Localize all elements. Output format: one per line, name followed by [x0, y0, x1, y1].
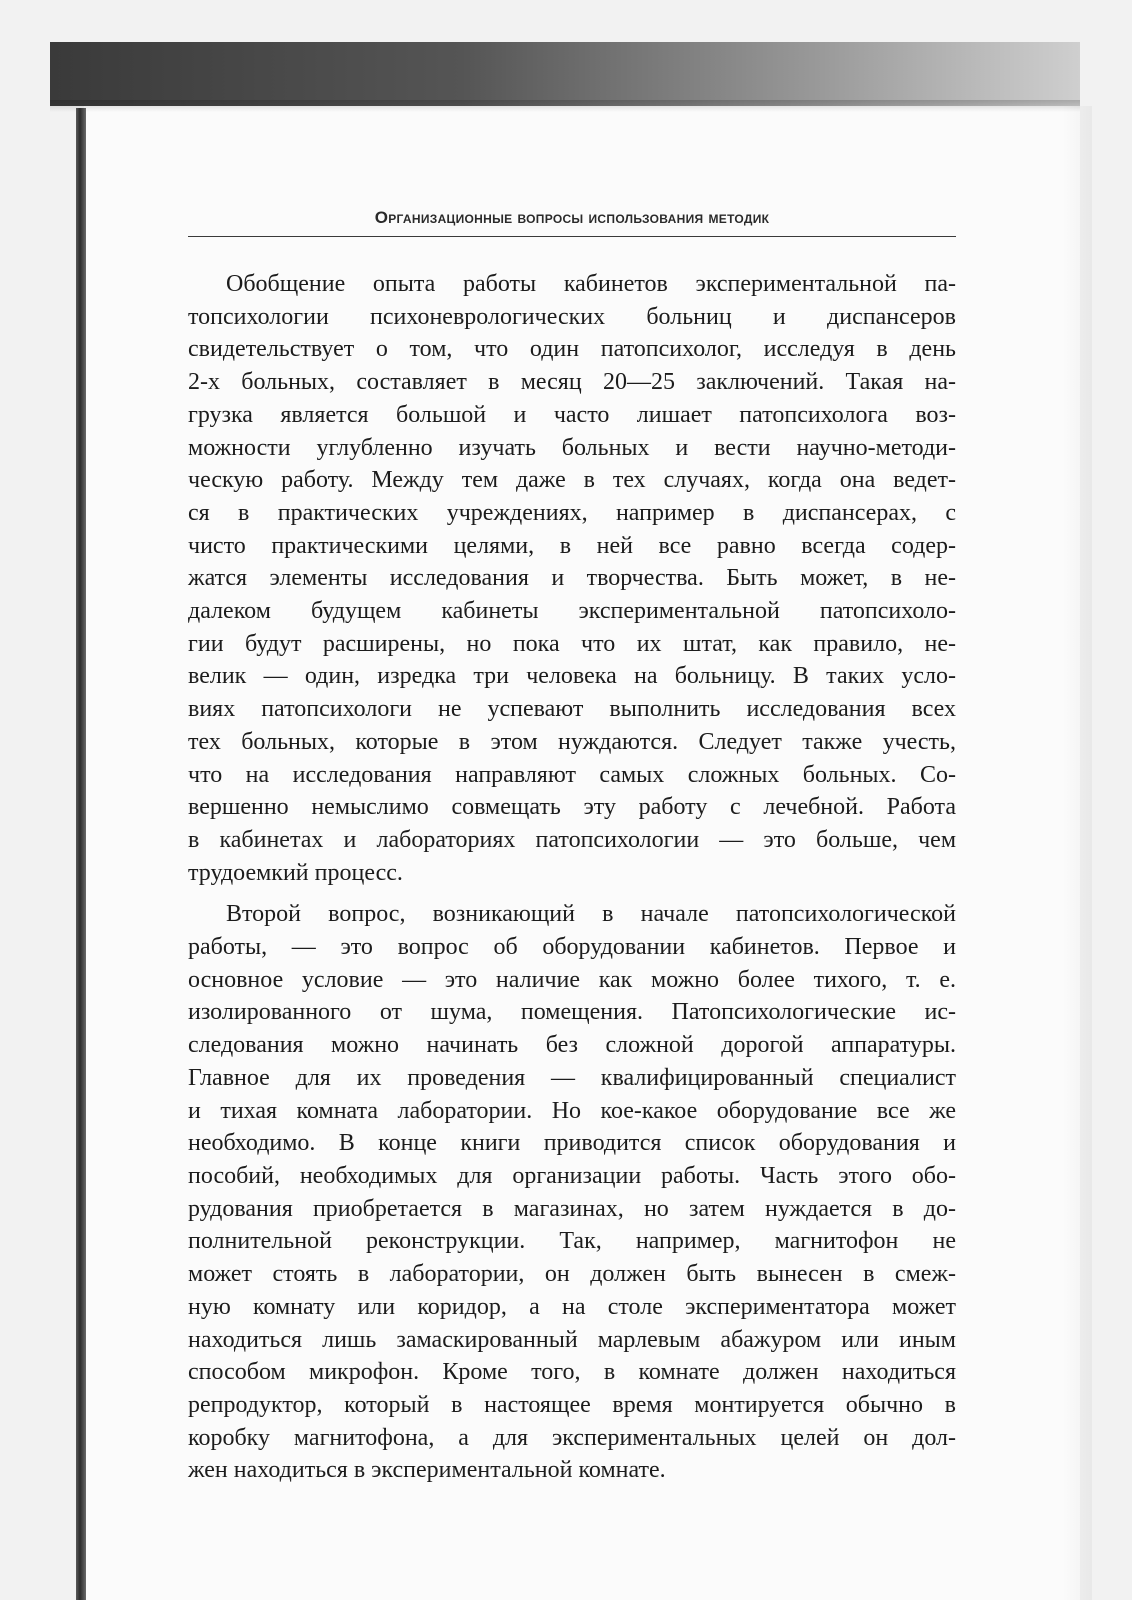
text-line: виях патопсихологи не успевают выполнить исследования всех	[188, 696, 956, 723]
text-line: основное условие — это наличие как можно более тихого, т. е.	[188, 966, 956, 993]
text-line: способом микрофон. Кроме того, в комнате должен находиться	[188, 1359, 956, 1386]
paragraph-gap	[188, 889, 956, 898]
text-line: вершенно немыслимо совмещать эту работу с лечебной. Работа	[188, 794, 956, 821]
text-line: и тихая комната лаборатории. Но кое-какое оборудование все же	[188, 1097, 956, 1124]
text-line: необходимо. В конце книги приводится список оборудования и	[188, 1130, 956, 1157]
page-right-shadow	[1062, 106, 1092, 1600]
text-line: в кабинетах и лабораториях патопсихологии — это больше, чем	[188, 826, 956, 853]
text-line: репродуктор, который в настоящее время монтируется обычно в	[188, 1391, 956, 1418]
text-line: Главное для их проведения — квалифицированный специалист	[188, 1064, 956, 1091]
text-line: тех больных, которые в этом нуждаются. Следует также учесть,	[188, 728, 956, 755]
text-line: полнительной реконструкции. Так, например, магнитофон не	[188, 1228, 956, 1255]
scan-background-top	[50, 42, 1080, 106]
text-line: рудования приобретается в магазинах, но затем нуждается в до-	[188, 1195, 956, 1222]
text-line: свидетельствует о том, что один патопсихолог, исследуя в день	[188, 336, 956, 363]
text-line: ся в практических учреждениях, например в диспансерах, с	[188, 499, 956, 526]
text-line: далеком будущем кабинеты экспериментальной патопсихоло-	[188, 598, 956, 625]
running-head: Организационные вопросы использования методик	[374, 208, 770, 227]
body-text	[188, 268, 956, 1487]
text-line: велик — один, изредка три человека на больницу. В таких усло-	[188, 663, 956, 690]
text-line: коробку магнитофона, а для экспериментальных целей он дол-	[188, 1424, 956, 1451]
book-spine	[76, 108, 86, 1600]
text-line: чисто практическими целями, в ней все равно всегда содер-	[188, 532, 956, 559]
text-line: Второй вопрос, возникающий в начале патопсихологической	[226, 901, 956, 928]
text-line: ческую работу. Между тем даже в тех случаях, когда она ведет-	[188, 467, 956, 494]
text-line: ную комнату или коридор, а на столе экспериментатора может	[188, 1293, 956, 1320]
text-line: трудоемкий процесс.	[188, 859, 403, 886]
text-line: следования можно начинать без сложной дорогой аппаратуры.	[188, 1032, 956, 1059]
text-line: может стоять в лаборатории, он должен быть вынесен в смеж-	[188, 1261, 956, 1288]
text-line: можности углубленно изучать больных и вести научно-методи-	[188, 434, 956, 461]
text-line: работы, — это вопрос об оборудовании кабинетов. Первое и	[188, 934, 956, 961]
text-line: находиться лишь замаскированный марлевым абажуром или иным	[188, 1326, 956, 1353]
running-head-rule	[188, 236, 956, 237]
text-line: жатся элементы исследования и творчества. Быть может, в не-	[188, 565, 956, 592]
text-line: грузка является большой и часто лишает патопсихолога воз-	[188, 401, 956, 428]
paragraph-1	[188, 268, 956, 889]
text-line: 2-х больных, составляет в месяц 20—25 заключений. Такая на-	[188, 369, 956, 396]
text-line: изолированного от шума, помещения. Патопсихологические ис-	[188, 999, 956, 1026]
text-line: жен находиться в экспериментальной комнате.	[188, 1457, 666, 1484]
text-line: гии будут расширены, но пока что их штат, как правило, не-	[188, 630, 956, 657]
page-top-shadow	[50, 100, 1080, 112]
text-line: топсихологии психоневрологических больниц и диспансеров	[188, 303, 956, 330]
text-line: пособий, необходимых для организации работы. Часть этого обо-	[188, 1162, 956, 1189]
paragraph-2	[188, 898, 956, 1487]
text-line: Обобщение опыта работы кабинетов экспериментальной па-	[226, 271, 956, 297]
text-line: что на исследования направляют самых сложных больных. Со-	[188, 761, 956, 788]
